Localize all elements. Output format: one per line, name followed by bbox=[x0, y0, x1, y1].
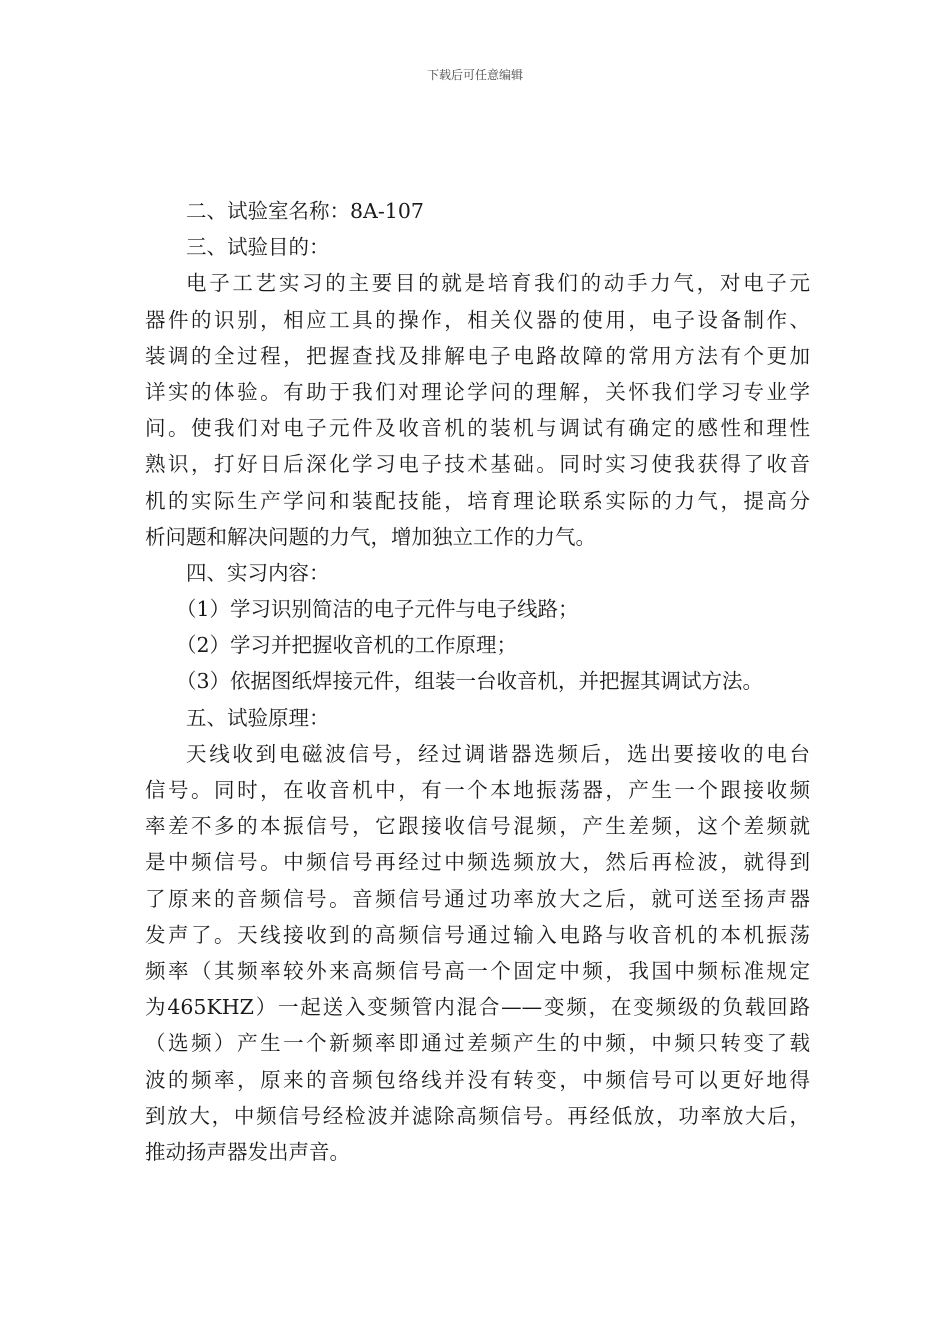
section-heading-purpose: 三、试验目的： bbox=[186, 235, 330, 260]
page-header: 下载后可任意编辑 bbox=[426, 68, 523, 82]
paragraph-line: 到放大，中频信号经检波并滤除高频信号。再经低放，功率放大后， bbox=[145, 1103, 810, 1128]
paragraph-line: （选频）产生一个新频率即通过差频产生的中频，中频只转变了载 bbox=[145, 1031, 810, 1056]
paragraph-line: 推动扬声器发出声音。 bbox=[145, 1139, 350, 1164]
section-heading-principle: 五、试验原理： bbox=[186, 705, 330, 730]
paragraph-line: 率差不多的本振信号，它跟接收信号混频，产生差频，这个差频就 bbox=[145, 814, 810, 839]
paragraph-line: 问。使我们对电子元件及收音机的装机与调试有确定的感性和理性 bbox=[145, 416, 810, 441]
paragraph-line: 机的实际生产学问和装配技能，培育理论联系实际的力气，提高分 bbox=[145, 488, 810, 513]
paragraph-line: 器件的识别，相应工具的操作，相关仪器的使用，电子设备制作、 bbox=[145, 307, 810, 332]
paragraph-line: 发声了。天线接收到的高频信号通过输入电路与收音机的本机振荡 bbox=[145, 922, 810, 947]
paragraph-line: 详实的体验。有助于我们对理论学问的理解，关怀我们学习专业学 bbox=[145, 379, 810, 404]
paragraph-line: 析问题和解决问题的力气，增加独立工作的力气。 bbox=[145, 524, 596, 549]
document-body bbox=[145, 193, 810, 1170]
paragraph-line: 装调的全过程，把握查找及排解电子电路故障的常用方法有个更加 bbox=[145, 343, 810, 368]
paragraph-line: 为465KHZ）一起送入变频管内混合——变频，在变频级的负载回路 bbox=[145, 995, 810, 1020]
list-item: （3）依据图纸焊接元件，组装一台收音机，并把握其调试方法。 bbox=[176, 669, 764, 694]
list-item: （1）学习识别简洁的电子元件与电子线路； bbox=[176, 597, 579, 622]
paragraph-line: 信号。同时，在收音机中，有一个本地振荡器，产生一个跟接收频 bbox=[145, 778, 810, 802]
list-item: （2）学习并把握收音机的工作原理； bbox=[176, 633, 518, 658]
paragraph-line: 波的频率，原来的音频包络线并没有转变，中频信号可以更好地得 bbox=[145, 1067, 810, 1092]
paragraph-line: 是中频信号。中频信号再经过中频选频放大，然后再检波，就得到 bbox=[145, 850, 810, 875]
paragraph-line: 了原来的音频信号。音频信号通过功率放大之后，就可送至扬声器 bbox=[145, 886, 810, 911]
section-heading-content: 四、实习内容： bbox=[186, 560, 330, 585]
paragraph-line: 频率（其频率较外来高频信号高一个固定中频，我国中频标准规定 bbox=[145, 958, 810, 983]
paragraph-line: 熟识，打好日后深化学习电子技术基础。同时实习使我获得了收音 bbox=[145, 452, 810, 477]
paragraph-line: 电子工艺实习的主要目的就是培育我们的动手力气，对电子元 bbox=[186, 271, 810, 296]
paragraph-line: 天线收到电磁波信号，经过调谐器选频后，选出要接收的电台 bbox=[186, 741, 810, 766]
section-heading-lab-name: 二、试验室名称：8A-107 bbox=[186, 199, 424, 223]
